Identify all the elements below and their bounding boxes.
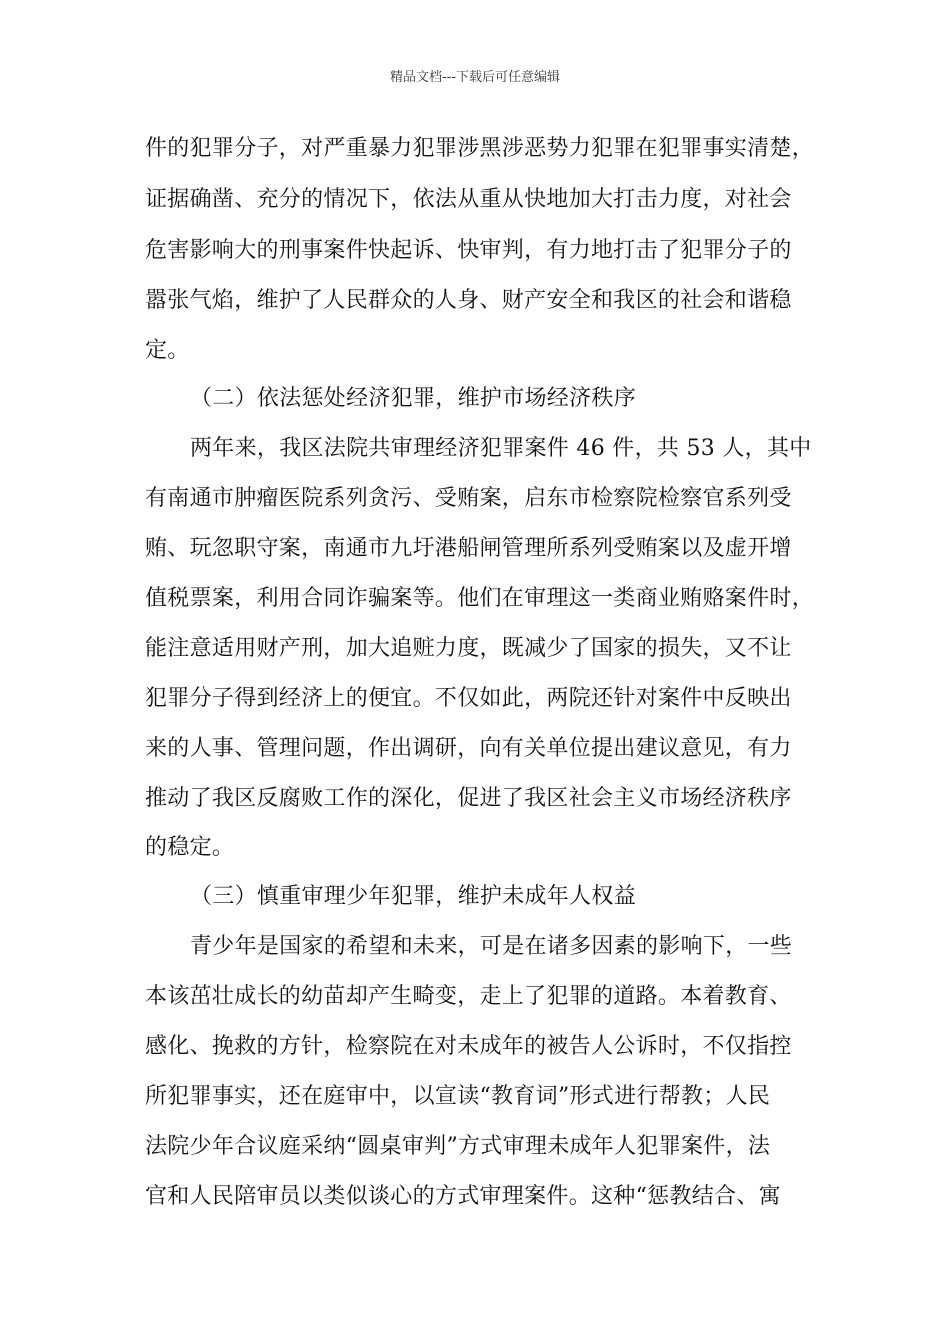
text-line: 证据确凿、充分的情况下，依法从重从快地加大打击力度，对社会 — [145, 187, 792, 212]
text-line: 官和人民陪审员以类似谈心的方式审理案件。这种“惩教结合、寓 — [145, 1184, 781, 1209]
text-line: 贿、玩忽职守案，南通市九圩港船闸管理所系列受贿案以及虚开增 — [145, 536, 792, 561]
text-line: 来的人事、管理问题，作出调研，向有关单位提出建议意见，有力 — [145, 736, 792, 761]
section-heading: （三）慎重审理少年犯罪，维护未成年人权益 — [190, 884, 637, 909]
text-line: 的稳定。 — [145, 835, 235, 860]
text-line: 感化、挽救的方针，检察院在对未成年的被告人公诉时，不仅指控 — [145, 1034, 792, 1059]
text-line: 值税票案，利用合同诈骗案等。他们在审理这一类商业贿赂案件时， — [145, 586, 815, 611]
text-line: 定。 — [145, 338, 190, 363]
text-line: 本该茁壮成长的幼苗却产生畸变，走上了犯罪的道路。本着教育、 — [145, 984, 792, 1009]
text-line: 犯罪分子得到经济上的便宜。不仅如此，两院还针对案件中反映出 — [145, 686, 792, 711]
text-line: 嚣张气焰，维护了人民群众的人身、财产安全和我区的社会和谐稳 — [145, 288, 792, 313]
text-line: 推动了我区反腐败工作的深化，促进了我区社会主义市场经济秩序 — [145, 786, 792, 811]
text-line: 件的犯罪分子，对严重暴力犯罪涉黑涉恶势力犯罪在犯罪事实清楚， — [145, 136, 815, 161]
text-line: 危害影响大的刑事案件快起诉、快审判，有力地打击了犯罪分子的 — [145, 238, 792, 263]
text-line: 两年来，我区法院共审理经济犯罪案件 46 件，共 53 人，其中 — [190, 436, 812, 461]
text-line: 青少年是国家的希望和未来，可是在诸多因素的影响下，一些 — [190, 934, 793, 959]
text-line: 有南通市肿瘤医院系列贪污、受贿案，启东市检察院检察官系列受 — [145, 486, 792, 511]
text-line: 能注意适用财产刑，加大追赃力度，既减少了国家的损失，又不让 — [145, 636, 792, 661]
text-line: 法院少年合议庭采纳“圆桌审判”方式审理未成年人犯罪案件，法 — [145, 1134, 771, 1159]
page-header: 精品文档---下载后可任意编辑 — [389, 70, 561, 85]
text-line: 所犯罪事实，还在庭审中，以宣读“教育词”形式进行帮教；人民 — [145, 1084, 771, 1109]
section-heading: （二）依法惩处经济犯罪，维护市场经济秩序 — [190, 386, 637, 411]
